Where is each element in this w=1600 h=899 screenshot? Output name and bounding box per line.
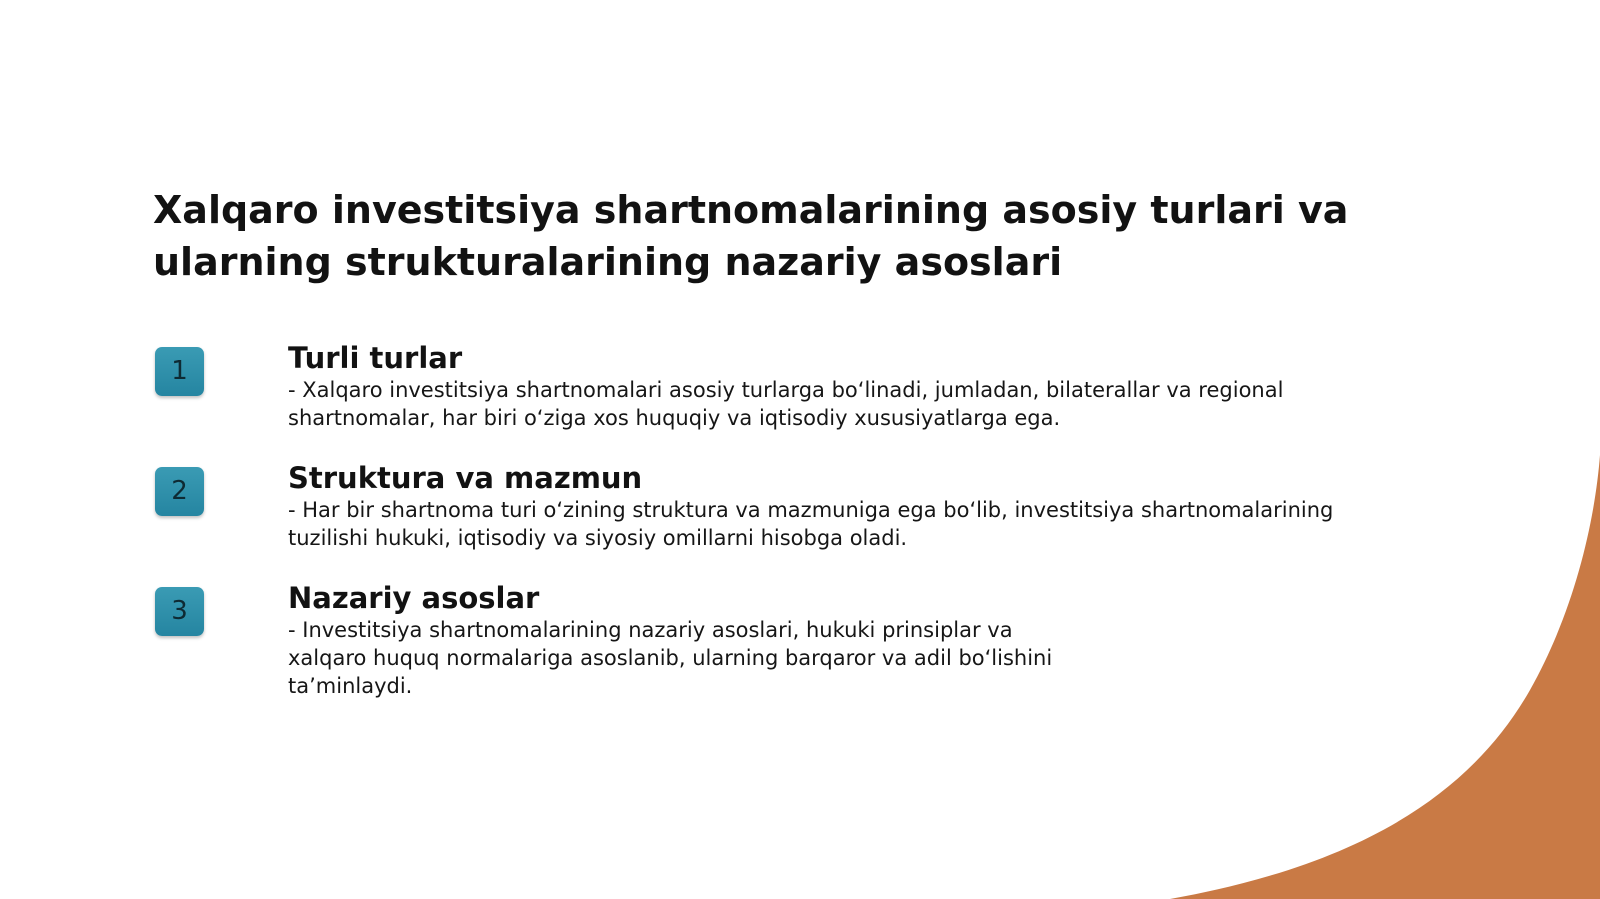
item-description: - Har bir shartnoma turi o‘zining struktura va mazmuniga ega bo‘lib, investitsiya shartnomalarining tuzilishi hukuki, iqtisodiy va siyosiy omillarni hisobga oladi.: [288, 498, 1334, 550]
item-description: - Investitsiya shartnomalarining nazariy asoslari, hukuki prinsiplar va xalqaro huquq normalariga asoslanib, ularning barqaror va adil bo‘lishini ta’minlaydi.: [288, 618, 1053, 698]
item-title: Turli turlar: [288, 341, 463, 375]
item-title: Struktura va mazmun: [288, 461, 643, 495]
number-badge: 3: [155, 587, 204, 636]
number-badge: 2: [155, 467, 204, 516]
item-title: Nazariy asoslar: [288, 581, 540, 615]
slide-title: Xalqaro investitsiya shartnomalarining asosiy turlari va ularning strukturalarining nazariy asoslari: [153, 188, 1349, 284]
item-description: - Xalqaro investitsiya shartnomalari asosiy turlarga bo‘linadi, jumladan, bilaterallar va regional shartnomalar, har biri o‘ziga xos huquqiy va iqtisodiy xususiyatlarga ega.: [288, 378, 1284, 430]
number-badge: 1: [155, 347, 204, 396]
